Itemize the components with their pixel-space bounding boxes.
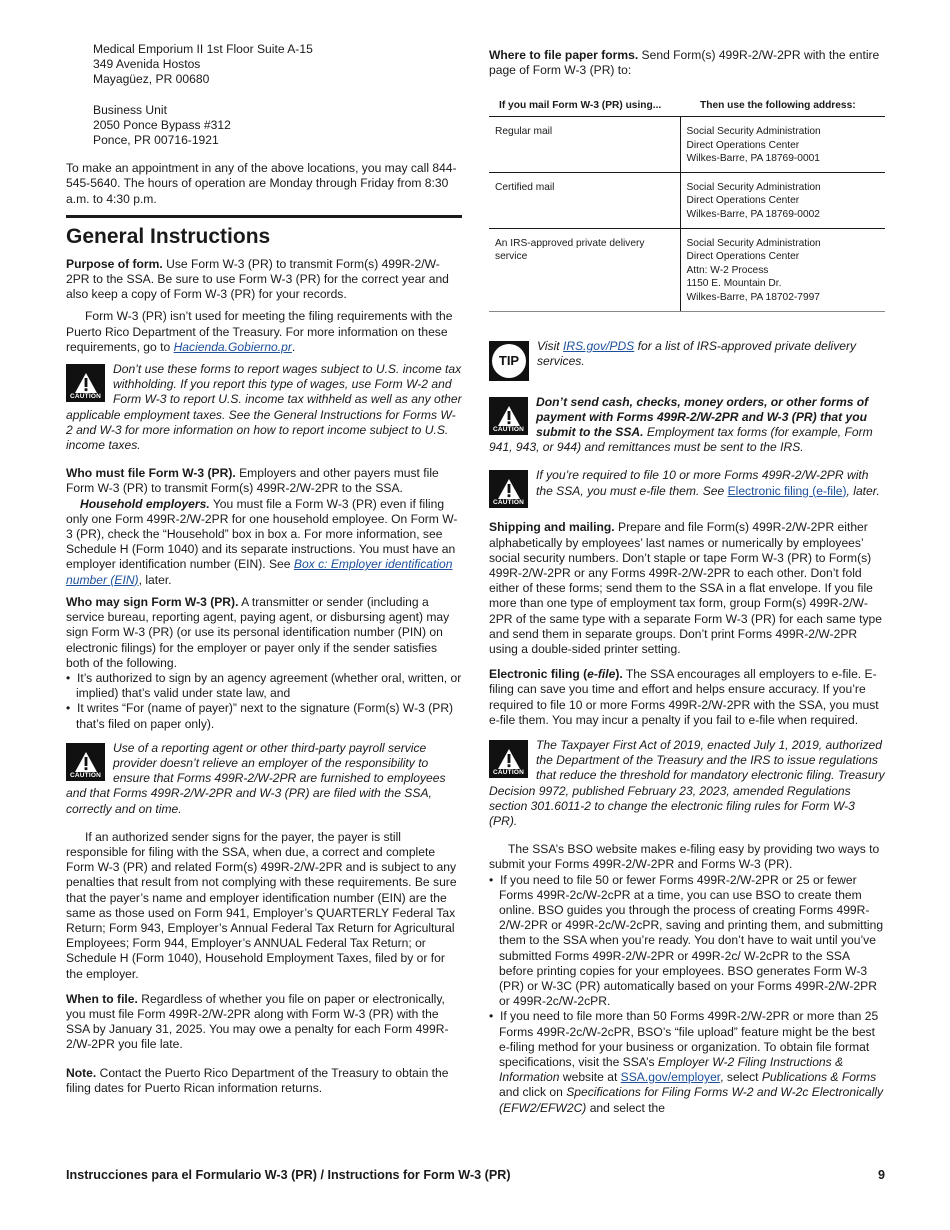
bullet-item: • If you need to file more than 50 Forms 499R-2/W-2PR or more than 25 Forms 499R-2c/W-2cPR, BSO’s “file upload” feature might be the best e-filing method for your business or organization. To obtain file format specifications, visit the SSA’s Employer W-2 Filing Instructions & Information website at SSA.gov/employer, select Publications & Forms and click on Specifications for Filing Forms W-2 and W-2c Electronically (EFW2/EFW2C) and select the (489, 1009, 884, 1115)
who-must-file-paragraph: Who must file Form W-3 (PR). Employers and other payers must file Form W-3 (PR) to transmit Form(s) 499R-2/W-2PR to the SSA. (66, 466, 439, 496)
note-heading: Note. (66, 1065, 97, 1080)
shipping-heading: Shipping and mailing. (489, 520, 615, 535)
bullet-item: • It’s authorized to sign by an agency agreement (whether oral, written, or implied) that’s valid under state law, and (66, 670, 462, 701)
household-paragraph: Household employers. You must file a Form W-3 (PR) even if filing only one Form 499R-2/W-2PR for one household employee. On Form W-3 (PR), check the “Household” box in box a. For more information, see Schedule H (Form 1040) and its separate instructions. You must have an employer identification number (EIN). See Box c: Employer identification number (EIN), later. (66, 496, 458, 587)
authorized-sender-paragraph: If an authorized sender signs for the payer, the payer is still responsible for filing with the SSA, when due, a correct and complete Form W-3 (PR) and related Form(s) 499R-2/W-2PR and is subject to any penalties that result from not complying with these requirements. Be sure that the payer’s name and employer identification number (EIN) are the same as those used on Form 941, Employer’s QUARTERLY Federal Tax Return; Form 943, Employer’s Annual Federal Tax Return for Agricultural Employees; Form 944, Employer’s ANNUAL Federal Tax Return; or Schedule H (Form 1040), Household Employment Taxes, filed by or for the employer. (66, 829, 457, 981)
left-column (66, 42, 462, 1096)
page-footer (66, 1168, 885, 1183)
caution-icon: CAUTION (66, 743, 105, 781)
footer-title: Instrucciones para el Formulario W-3 (PR) / Instructions for Form W-3 (PR) (66, 1168, 511, 1182)
caution-box-1: CAUTION Don’t use these forms to report wages subject to U.S. income tax withholding. If you report this type of wages, use Form W-2 and Form W-3 to report U.S. income tax withheld as well as any other applicable employment taxes. See the General Instructions for Forms W-2 and W-3 for more information on how to report income subject to U.S. income taxes. (66, 362, 462, 453)
appointment-paragraph: To make an appointment in any of the above locations, you may call 844-545-5640. The hours of operation are Monday through Friday from 8:30 a.m. to 4:30 p.m. (66, 161, 457, 206)
where-to-file-heading: Where to file paper forms. (489, 48, 639, 62)
purpose-paragraph-2: Form W-3 (PR) isn’t used for meeting the filing requirements with the Puerto Rico Department of the Treasury. For more information on these requirements, go to Hacienda.Gobierno.pr. (66, 309, 453, 354)
ein-link[interactable]: Box c: Employer identification number (EIN) (66, 557, 453, 587)
table-header: If you mail Form W-3 (PR) using... (489, 91, 680, 116)
bso-intro-paragraph: The SSA’s BSO website makes e-filing easy by providing two ways to submit your Forms 499R-2/W-2PR and Forms W-3 (PR). (489, 842, 880, 872)
when-to-file-paragraph: When to file. Regardless of whether you file on paper or electronically, you must file Form 499R-2/W-2PR along with Form W-3 (PR) with the SSA by January 31, 2025. You may owe a penalty for each Form 499R-2/W-2PR you file late. (66, 991, 449, 1052)
purpose-paragraph: Purpose of form. Use Form W-3 (PR) to transmit Form(s) 499R-2/W-2PR to the SSA. Be sure to use Form W-3 (PR) for the correct year and also keep a copy of Form W-3 (PR) for your records. (66, 256, 449, 302)
note-paragraph: Note. Contact the Puerto Rico Department of the Treasury to obtain the filing dates for Puerto Rican information returns. (66, 1065, 449, 1095)
tip-box: TIP Visit IRS.gov/PDS for a list of IRS-approved private delivery services. (489, 339, 885, 383)
who-may-sign-heading: Who may sign Form W-3 (PR). (66, 594, 239, 609)
caution-box-5: CAUTION The Taxpayer First Act of 2019, enacted July 1, 2019, authorized the Department of the Treasury and the IRS to issue regulations that reduce the threshold for mandatory electronic filing. Treasury Decision 9972, published February 23, 2023, amended Regulations section 301.6011-2 to change the electronic filing rules for Form W-3 (PR). (489, 737, 885, 828)
tip-icon: TIP (489, 341, 529, 381)
caution-box-3: CAUTION Don’t send cash, checks, money orders, or other forms of payment with Forms 499R-2/W-2PR and W-3 (PR) that you submit to the SSA. Employment tax forms (for example, Form 941, 943, or 944) and remittances must be sent to the IRS. (489, 394, 873, 455)
who-must-file-heading: Who must file Form W-3 (PR). (66, 466, 236, 481)
efile-heading: Electronic filing (e-file). (489, 667, 623, 682)
general-instructions-heading: General Instructions (66, 224, 271, 248)
caution-icon: CAUTION (489, 470, 528, 508)
ssa-employer-link[interactable]: SSA.gov/employer (620, 1070, 721, 1085)
where-to-file-paragraph: Where to file paper forms. Send Form(s) 499R-2/W-2PR with the entire page of Form W-3 (PR) to: (489, 48, 880, 78)
bullet-item: • It writes “For (name of payer)” next to the signature (Form(s) W-3 (PR) that’s filed on paper only). (66, 701, 454, 731)
section-rule (66, 215, 462, 250)
household-heading: Household employers. (80, 496, 210, 511)
when-to-file-heading: When to file. (66, 991, 138, 1006)
efile-link[interactable]: Electronic filing (e-file) (727, 483, 847, 498)
irs-pds-link[interactable]: IRS.gov/PDS (563, 338, 635, 353)
caution-icon: CAUTION (489, 740, 528, 778)
hacienda-link[interactable]: Hacienda.Gobierno.pr (173, 339, 292, 354)
page-number: 9 (877, 1168, 885, 1182)
caution-icon: CAUTION (489, 397, 528, 435)
office-address-ponce: Business Unit 2050 Ponce Bypass #312 Ponce, PR 00716-1921 (93, 102, 231, 148)
office-address-mayaguez: Medical Emporium II 1st Floor Suite A-15 349 Avenida Hostos Mayagüez, PR 00680 (93, 42, 313, 87)
caution-icon: CAUTION (66, 364, 105, 402)
efile-paragraph: Electronic filing (e-file). The SSA encourages all employers to e-file. E-filing can save you time and effort and helps ensure accuracy. If you’re required to file 10 or more Forms 499R-2/W-2PR with the SSA, you must e-file them. You may incur a penalty if you fail to e-file when required. (489, 667, 879, 727)
table-header: Then use the following address: (680, 91, 885, 116)
who-may-sign-paragraph: Who may sign Form W-3 (PR). A transmitter or sender (including a service bureau, reporting agent, paying agent, or disbursing agent) may sign Form W-3 (PR) (or use its personal identification number (PIN) on electronic filings) for the employer or payer only if the sender satisfies both of the following. (66, 594, 450, 670)
mailing-address-table (489, 91, 885, 311)
right-column (489, 48, 885, 1116)
caution-box-4: CAUTION If you’re required to file 10 or more Forms 499R-2/W-2PR with the SSA, you must e-file them. See Electronic filing (e-file), later. (489, 468, 885, 510)
caution-box-2: CAUTION Use of a reporting agent or other third-party payroll service provider doesn’t relieve an employer of the responsibility to ensure that Forms 499R-2/W-2PR are furnished to employees and that Forms 499R-2/W-2PR and W-3 (PR) are filed with the SSA, correctly and on time. (66, 740, 446, 816)
bullet-item: • If you need to file 50 or fewer Forms 499R-2/W-2PR or 25 or fewer Forms 499R-2c/W-2cPR at a time, you can use BSO to create them online. BSO guides you through the process of creating Forms 499R-2/W-2PR or 499R-2c/W-2cPR, saving and printing them, and submitting them to the SSA when you’re ready. You don’t have to wait until you’ve submitted Forms 499R-2/W-2PR or 499R-2c/ W-2cPR to the SSA before printing copies for your employees. BSO generates Form W-3 (PR) or W-3C (PR) automatically based on your Forms 499R-2/W-2PR or 499R-2c/W-2cPR. (489, 872, 884, 1009)
table-row: Regular mail Social Security Administration Direct Operations Center Wilkes-Barre, PA 18769-0001 (489, 117, 885, 173)
table-row: An IRS-approved private delivery service Social Security Administration Direct Operations Center Attn: W-2 Process 1150 E. Mountain Dr. Wilkes-Barre, PA 18702-7997 (489, 228, 885, 311)
shipping-paragraph: Shipping and mailing. Prepare and file Form(s) 499R-2/W-2PR either alphabetically by employees’ last names or numerically by employees’ social security numbers. Don’t staple or tape Form W-3 (PR) to Form(s) 499R-2/W-2PR or any Forms 499R-2/W-2PR to each other. Don’t fold either of these forms; send them to the SSA in a flat envelope. If you file more than one type of employment tax form, group Form(s) 499R-2/W-2PR of the same type with a separate Form W-3 (PR) for each same type and send them in separate groups. Don’t print Forms 499R-2/W-2PR using a double-sided printer setting. (489, 520, 882, 656)
table-header-row (489, 91, 885, 116)
table-row: Certified mail Social Security Administration Direct Operations Center Wilkes-Barre, PA 18769-0002 (489, 172, 885, 228)
purpose-heading: Purpose of form. (66, 256, 163, 271)
